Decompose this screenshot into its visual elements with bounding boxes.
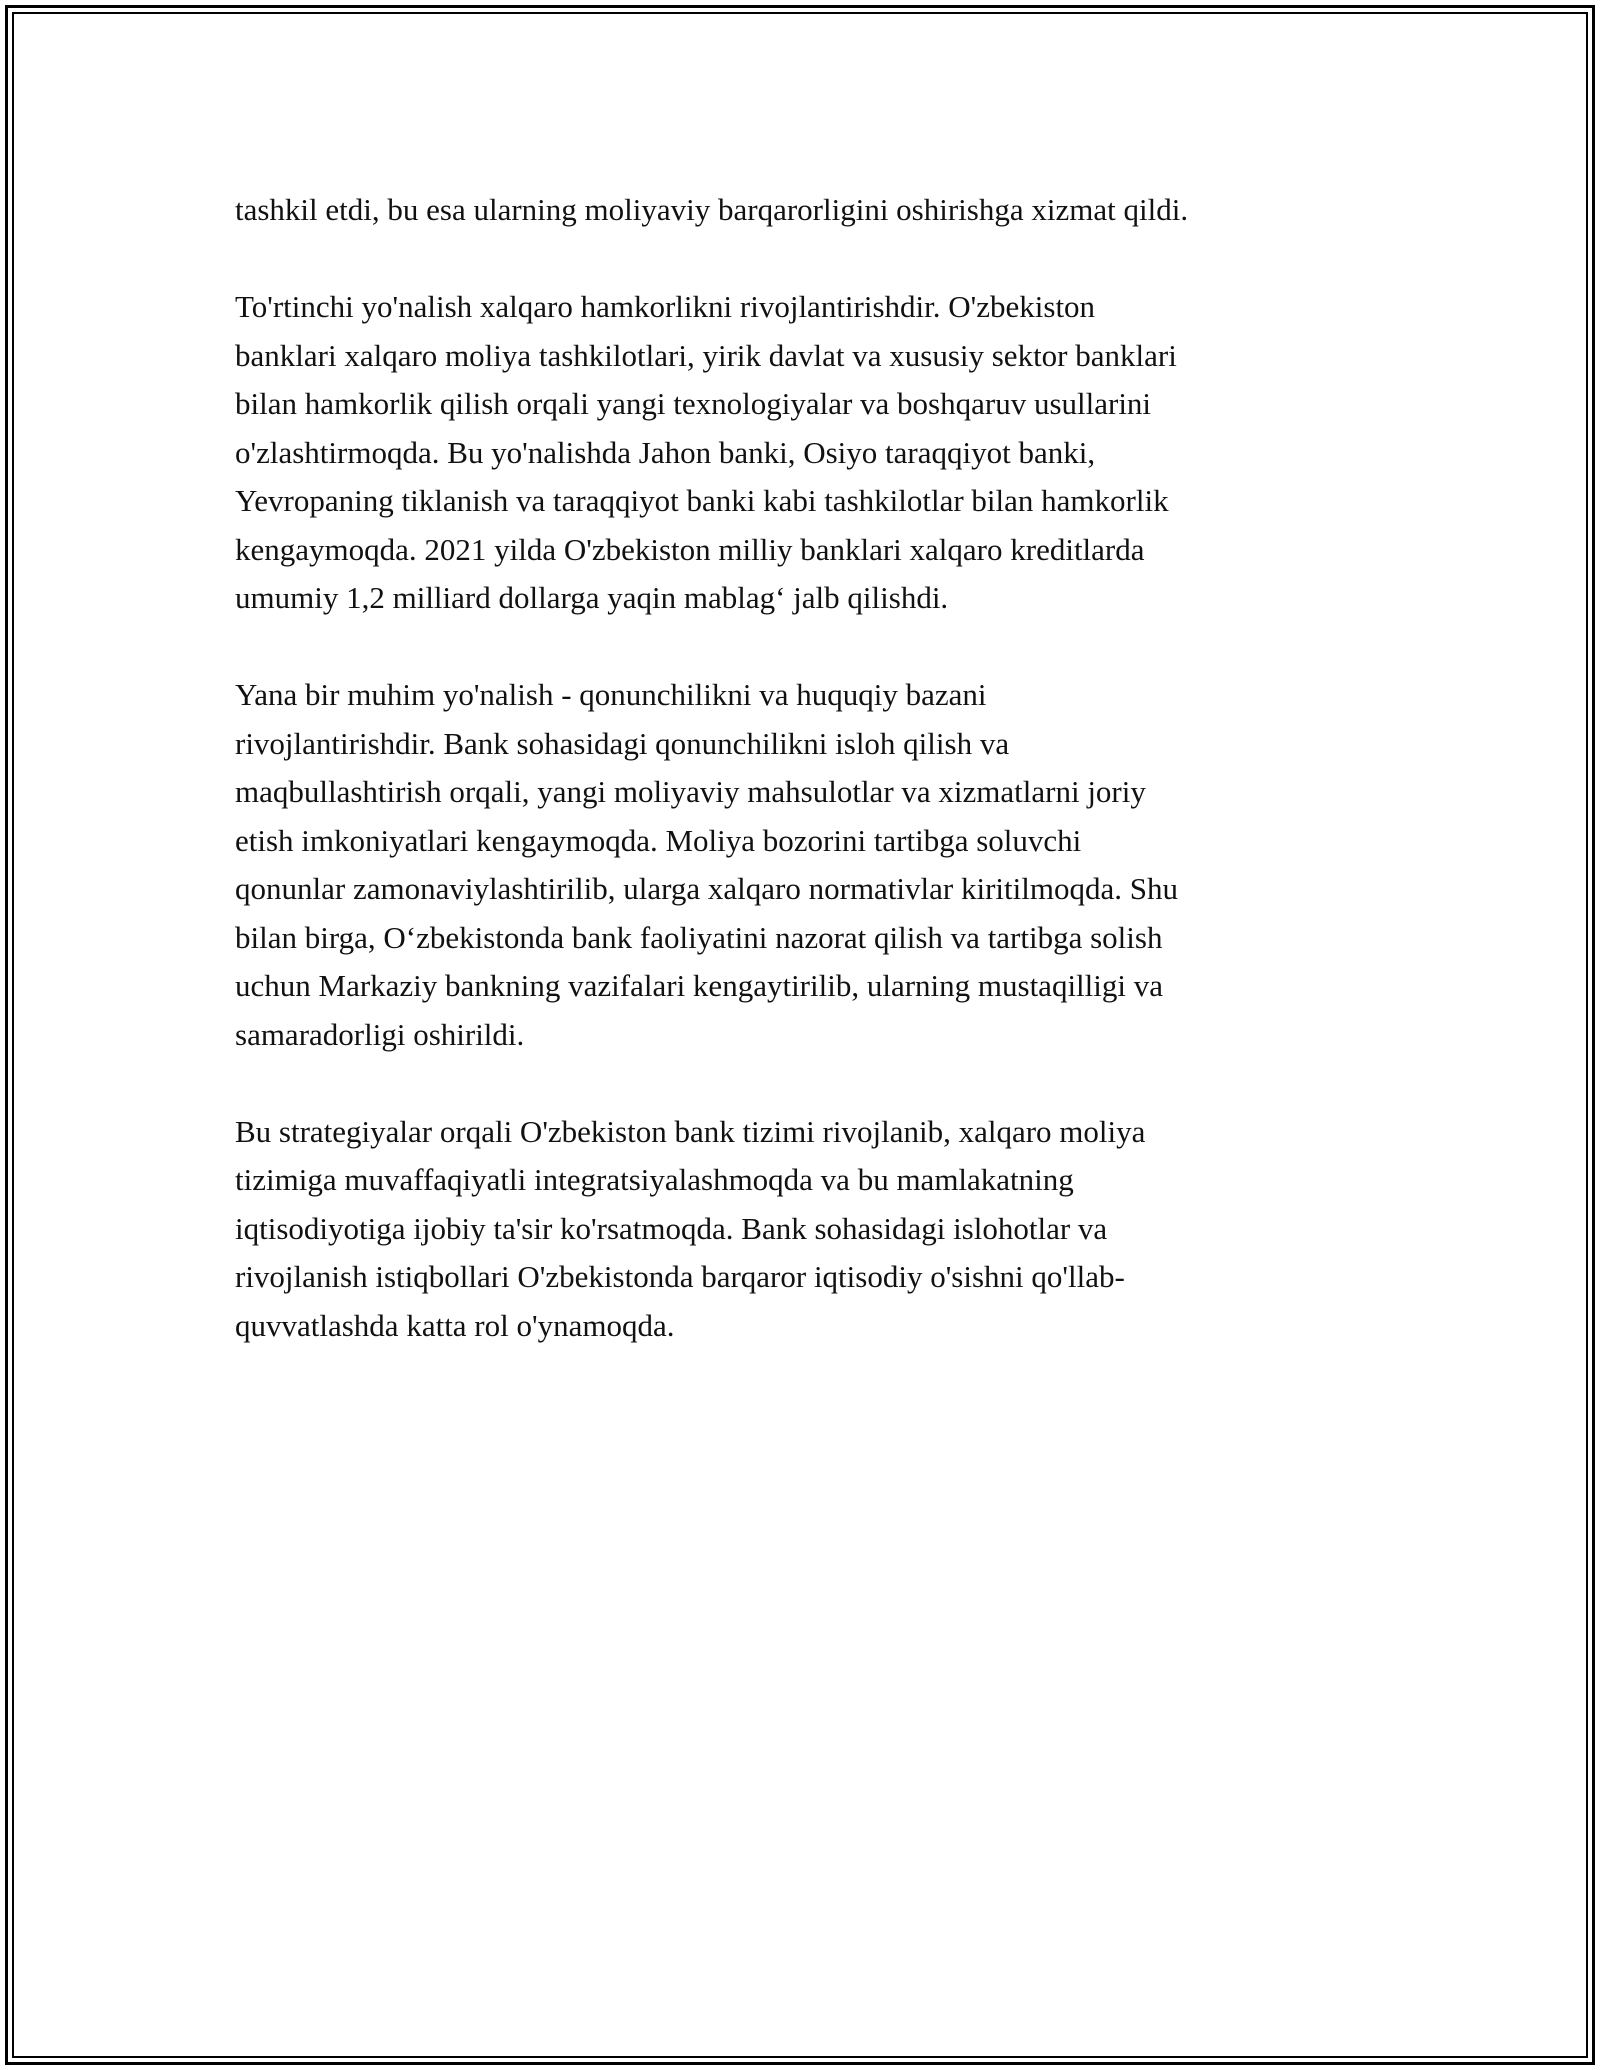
text-line: Yana bir muhim yo'nalish - qonunchilikni va huquqiy bazani xyxy=(235,677,987,712)
paragraph-1 xyxy=(235,186,1365,235)
paragraph-2 xyxy=(235,283,1365,623)
text-line: quvvatlashda katta rol o'ynamoqda. xyxy=(235,1307,675,1343)
text-line: rivojlanish istiqbollari O'zbekistonda barqaror iqtisodiy o'sishni qo'llab- xyxy=(235,1259,1125,1294)
text-line: rivojlantirishdir. Bank sohasidagi qonunchilikni isloh qilish va xyxy=(235,725,1010,761)
text-line: bilan birga, O‘zbekistonda bank faoliyatini nazorat qilish va tartibga solish xyxy=(235,919,1163,955)
text-line: maqbullashtirish orqali, yangi moliyaviy mahsulotlar va xizmatlarni joriy xyxy=(235,774,1146,809)
text-line: etish imkoniyatlari kengaymoqda. Moliya bozorini tartibga soluvchi xyxy=(235,822,1082,858)
text-line: Yevropaning tiklanish va taraqqiyot banki kabi tashkilotlar bilan hamkorlik xyxy=(235,483,1169,518)
document-body xyxy=(235,186,1365,1399)
text-line: iqtisodiyotiga ijobiy ta'sir ko'rsatmoqda. Bank sohasidagi islohotlar va xyxy=(235,1210,1108,1246)
text-line: o'zlashtirmoqda. Bu yo'nalishda Jahon banki, Osiyo taraqqiyot banki, xyxy=(235,434,1096,470)
text-line: tizimiga muvaffaqiyatli integratsiyalashmoqda va bu mamlakatning xyxy=(235,1162,1074,1197)
text-line: To'rtinchi yo'nalish xalqaro hamkorlikni rivojlantirishdir. O'zbekiston xyxy=(235,289,1096,324)
text-line: samaradorligi oshirildi. xyxy=(235,1016,525,1052)
text-line: kengaymoqda. 2021 yilda O'zbekiston milliy banklari xalqaro kreditlarda xyxy=(235,531,1145,567)
text-line: qonunlar zamonaviylashtirilib, ularga xalqaro normativlar kiritilmoqda. Shu xyxy=(235,871,1178,906)
text-line: banklari xalqaro moliya tashkilotlari, yirik davlat va xususiy sektor banklari xyxy=(235,337,1177,373)
text-line: bilan hamkorlik qilish orqali yangi texnologiyalar va boshqaruv usullarini xyxy=(235,386,1152,421)
paragraph-4 xyxy=(235,1108,1365,1351)
text-line: Bu strategiyalar orqali O'zbekiston bank tizimi rivojlanib, xalqaro moliya xyxy=(235,1113,1146,1149)
text-line: tashkil etdi, bu esa ularning moliyaviy barqarorligini oshirishga xizmat qildi. xyxy=(235,192,1189,227)
paragraph-3 xyxy=(235,671,1365,1059)
text-line: uchun Markaziy bankning vazifalari kengaytirilib, ularning mustaqilligi va xyxy=(235,968,1164,1003)
text-line: umumiy 1,2 milliard dollarga yaqin mablag‘ jalb qilishdi. xyxy=(235,580,949,615)
